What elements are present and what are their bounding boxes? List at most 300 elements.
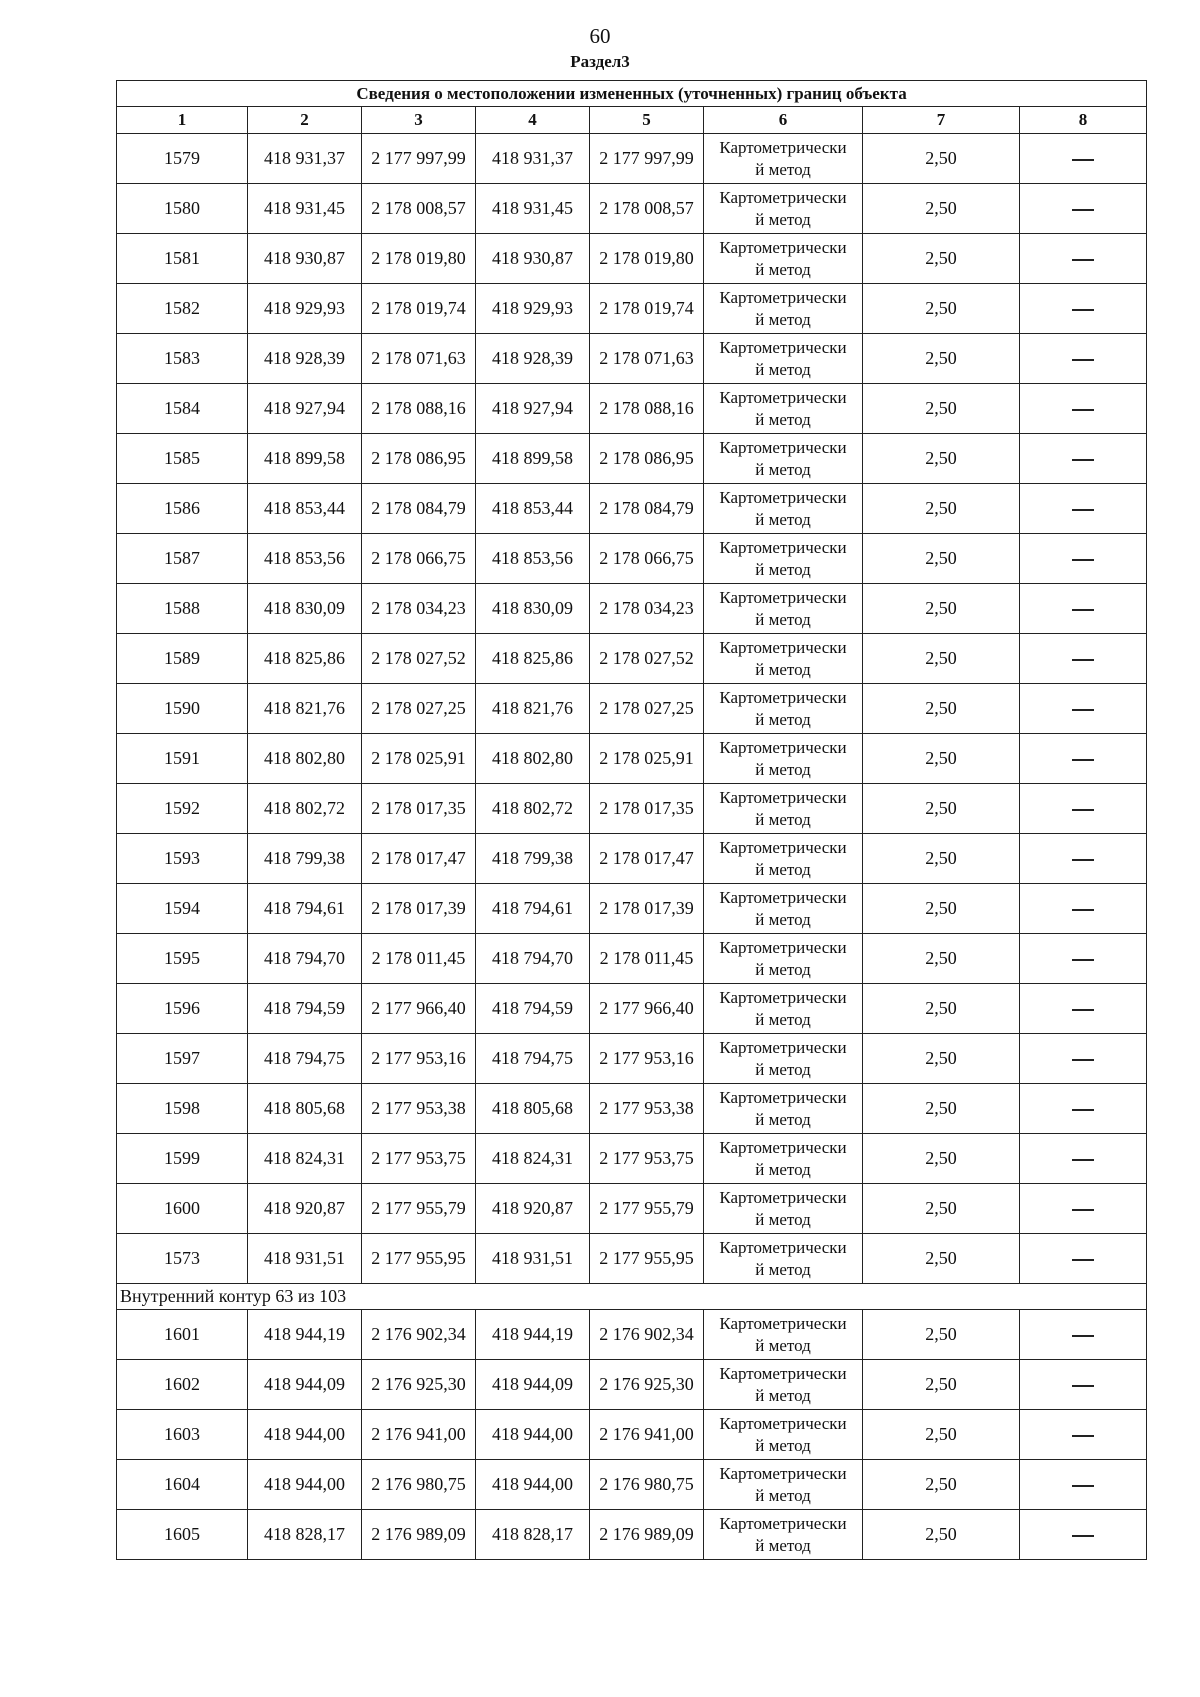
description-cell: [1020, 234, 1147, 284]
table-row: [117, 434, 1147, 484]
method-cell: [704, 1360, 863, 1410]
description-cell: [1020, 534, 1147, 584]
description-cell: [1020, 1034, 1147, 1084]
x-coordinate-new-cell: 418 821,76: [476, 684, 590, 734]
y-coordinate-new-cell: 2 178 088,16: [590, 384, 704, 434]
y-coordinate-cell: 2 178 027,25: [362, 684, 476, 734]
description-cell: [1020, 934, 1147, 984]
x-coordinate-cell: 418 802,80: [248, 734, 362, 784]
column-number: 7: [863, 107, 1020, 134]
x-coordinate-new-cell: 418 931,51: [476, 1234, 590, 1284]
dash-mark: [1072, 209, 1094, 211]
method-cell: [704, 684, 863, 734]
x-coordinate-cell: 418 830,09: [248, 584, 362, 634]
y-coordinate-cell: 2 177 966,40: [362, 984, 476, 1034]
point-number-cell: 1602: [117, 1360, 248, 1410]
dash-mark: [1072, 609, 1094, 611]
y-coordinate-cell: 2 177 955,95: [362, 1234, 476, 1284]
y-coordinate-new-cell: 2 178 086,95: [590, 434, 704, 484]
method-cell: [704, 834, 863, 884]
method-line-1: Картометрически: [719, 787, 847, 807]
dash-mark: [1072, 1335, 1094, 1337]
y-coordinate-new-cell: 2 178 019,74: [590, 284, 704, 334]
method-cell: [704, 334, 863, 384]
method-cell: [704, 984, 863, 1034]
method-line-1: Картометрически: [719, 587, 847, 607]
x-coordinate-new-cell: 418 805,68: [476, 1084, 590, 1134]
method-line-1: Картометрически: [719, 987, 847, 1007]
x-coordinate-new-cell: 418 802,72: [476, 784, 590, 834]
dash-mark: [1072, 409, 1094, 411]
x-coordinate-cell: 418 853,44: [248, 484, 362, 534]
method-line-2: й метод: [755, 1159, 811, 1179]
x-coordinate-cell: 418 927,94: [248, 384, 362, 434]
accuracy-cell: 2,50: [863, 434, 1020, 484]
table-row: [117, 384, 1147, 434]
x-coordinate-cell: 418 825,86: [248, 634, 362, 684]
method-line-1: Картометрически: [719, 837, 847, 857]
x-coordinate-cell: 418 802,72: [248, 784, 362, 834]
y-coordinate-new-cell: 2 178 027,25: [590, 684, 704, 734]
table-row: [117, 1460, 1147, 1510]
method-line-1: Картометрически: [719, 1137, 847, 1157]
description-cell: [1020, 984, 1147, 1034]
dash-mark: [1072, 709, 1094, 711]
point-number-cell: 1587: [117, 534, 248, 584]
method-line-2: й метод: [755, 959, 811, 979]
method-cell: [704, 284, 863, 334]
y-coordinate-new-cell: 2 176 925,30: [590, 1360, 704, 1410]
method-line-1: Картометрически: [719, 737, 847, 757]
accuracy-cell: 2,50: [863, 484, 1020, 534]
y-coordinate-new-cell: 2 178 008,57: [590, 184, 704, 234]
method-line-2: й метод: [755, 1335, 811, 1355]
method-cell: [704, 1134, 863, 1184]
y-coordinate-cell: 2 178 017,39: [362, 884, 476, 934]
x-coordinate-cell: 418 930,87: [248, 234, 362, 284]
dash-mark: [1072, 659, 1094, 661]
method-line-1: Картометрически: [719, 1463, 847, 1483]
x-coordinate-new-cell: 418 794,61: [476, 884, 590, 934]
method-cell: [704, 884, 863, 934]
point-number-cell: 1600: [117, 1184, 248, 1234]
y-coordinate-new-cell: 2 177 953,16: [590, 1034, 704, 1084]
table-row: [117, 1510, 1147, 1560]
x-coordinate-new-cell: 418 944,00: [476, 1410, 590, 1460]
method-cell: [704, 1310, 863, 1360]
y-coordinate-cell: 2 178 025,91: [362, 734, 476, 784]
method-line-2: й метод: [755, 1259, 811, 1279]
method-line-2: й метод: [755, 1059, 811, 1079]
method-line-2: й метод: [755, 259, 811, 279]
method-line-1: Картометрически: [719, 187, 847, 207]
method-cell: [704, 1460, 863, 1510]
table-row: [117, 734, 1147, 784]
point-number-cell: 1595: [117, 934, 248, 984]
description-cell: [1020, 184, 1147, 234]
y-coordinate-cell: 2 177 997,99: [362, 134, 476, 184]
dash-mark: [1072, 159, 1094, 161]
dash-mark: [1072, 1109, 1094, 1111]
method-line-2: й метод: [755, 1435, 811, 1455]
column-number: 1: [117, 107, 248, 134]
description-cell: [1020, 334, 1147, 384]
table-row: [117, 584, 1147, 634]
method-line-2: й метод: [755, 1009, 811, 1029]
table-row: [117, 1084, 1147, 1134]
y-coordinate-cell: 2 176 980,75: [362, 1460, 476, 1510]
column-number: 5: [590, 107, 704, 134]
description-cell: [1020, 1184, 1147, 1234]
method-cell: [704, 434, 863, 484]
method-line-1: Картометрически: [719, 1187, 847, 1207]
y-coordinate-cell: 2 176 941,00: [362, 1410, 476, 1460]
accuracy-cell: 2,50: [863, 834, 1020, 884]
dash-mark: [1072, 259, 1094, 261]
table-row: [117, 934, 1147, 984]
x-coordinate-new-cell: 418 824,31: [476, 1134, 590, 1184]
method-line-1: Картометрически: [719, 1413, 847, 1433]
section-title: Раздел3: [570, 52, 630, 71]
description-cell: [1020, 1460, 1147, 1510]
x-coordinate-cell: 418 821,76: [248, 684, 362, 734]
x-coordinate-new-cell: 418 928,39: [476, 334, 590, 384]
method-line-2: й метод: [755, 709, 811, 729]
column-number: 2: [248, 107, 362, 134]
accuracy-cell: 2,50: [863, 684, 1020, 734]
dash-mark: [1072, 909, 1094, 911]
y-coordinate-new-cell: 2 178 017,47: [590, 834, 704, 884]
description-cell: [1020, 1410, 1147, 1460]
y-coordinate-cell: 2 177 955,79: [362, 1184, 476, 1234]
method-line-1: Картометрически: [719, 1087, 847, 1107]
table-row: [117, 684, 1147, 734]
method-line-2: й метод: [755, 759, 811, 779]
method-cell: [704, 934, 863, 984]
description-cell: [1020, 1084, 1147, 1134]
y-coordinate-cell: 2 178 008,57: [362, 184, 476, 234]
method-line-1: Картометрически: [719, 1313, 847, 1333]
point-number-cell: 1581: [117, 234, 248, 284]
method-line-1: Картометрически: [719, 337, 847, 357]
method-line-2: й метод: [755, 209, 811, 229]
x-coordinate-new-cell: 418 794,75: [476, 1034, 590, 1084]
y-coordinate-cell: 2 176 902,34: [362, 1310, 476, 1360]
method-line-2: й метод: [755, 859, 811, 879]
table-row: [117, 984, 1147, 1034]
table-row: [117, 1410, 1147, 1460]
description-cell: [1020, 384, 1147, 434]
table-row: [117, 1310, 1147, 1360]
method-line-1: Картометрически: [719, 487, 847, 507]
x-coordinate-cell: 418 794,70: [248, 934, 362, 984]
y-coordinate-cell: 2 177 953,16: [362, 1034, 476, 1084]
accuracy-cell: 2,50: [863, 1410, 1020, 1460]
table-row: [117, 1034, 1147, 1084]
method-cell: [704, 1034, 863, 1084]
accuracy-cell: 2,50: [863, 1234, 1020, 1284]
x-coordinate-cell: 418 928,39: [248, 334, 362, 384]
table-row: [117, 484, 1147, 534]
x-coordinate-new-cell: 418 853,56: [476, 534, 590, 584]
dash-mark: [1072, 509, 1094, 511]
table-row: [117, 234, 1147, 284]
point-number-cell: 1593: [117, 834, 248, 884]
column-number: 3: [362, 107, 476, 134]
point-number-cell: 1585: [117, 434, 248, 484]
method-line-1: Картометрически: [719, 887, 847, 907]
y-coordinate-new-cell: 2 177 997,99: [590, 134, 704, 184]
table-row: [117, 634, 1147, 684]
method-line-2: й метод: [755, 809, 811, 829]
description-cell: [1020, 134, 1147, 184]
description-cell: [1020, 1310, 1147, 1360]
accuracy-cell: 2,50: [863, 1034, 1020, 1084]
method-line-2: й метод: [755, 559, 811, 579]
method-cell: [704, 1510, 863, 1560]
y-coordinate-new-cell: 2 178 017,35: [590, 784, 704, 834]
column-number: 6: [704, 107, 863, 134]
description-cell: [1020, 1234, 1147, 1284]
column-number: 8: [1020, 107, 1147, 134]
x-coordinate-new-cell: 418 944,00: [476, 1460, 590, 1510]
y-coordinate-cell: 2 176 989,09: [362, 1510, 476, 1560]
x-coordinate-new-cell: 418 944,19: [476, 1310, 590, 1360]
dash-mark: [1072, 1435, 1094, 1437]
accuracy-cell: 2,50: [863, 534, 1020, 584]
method-line-2: й метод: [755, 1535, 811, 1555]
point-number-cell: 1586: [117, 484, 248, 534]
x-coordinate-new-cell: 418 825,86: [476, 634, 590, 684]
y-coordinate-cell: 2 178 071,63: [362, 334, 476, 384]
rows-section-a: [117, 134, 1147, 1284]
method-line-1: Картометрически: [719, 437, 847, 457]
y-coordinate-new-cell: 2 176 980,75: [590, 1460, 704, 1510]
x-coordinate-new-cell: 418 828,17: [476, 1510, 590, 1560]
x-coordinate-cell: 418 824,31: [248, 1134, 362, 1184]
dash-mark: [1072, 459, 1094, 461]
accuracy-cell: 2,50: [863, 884, 1020, 934]
method-line-2: й метод: [755, 1385, 811, 1405]
y-coordinate-cell: 2 178 019,80: [362, 234, 476, 284]
method-line-2: й метод: [755, 159, 811, 179]
method-line-1: Картометрически: [719, 637, 847, 657]
method-line-2: й метод: [755, 909, 811, 929]
x-coordinate-new-cell: 418 794,59: [476, 984, 590, 1034]
method-line-1: Картометрически: [719, 237, 847, 257]
description-cell: [1020, 584, 1147, 634]
method-cell: [704, 234, 863, 284]
column-number: 4: [476, 107, 590, 134]
point-number-cell: 1603: [117, 1410, 248, 1460]
x-coordinate-new-cell: 418 927,94: [476, 384, 590, 434]
x-coordinate-cell: 418 929,93: [248, 284, 362, 334]
y-coordinate-cell: 2 178 027,52: [362, 634, 476, 684]
point-number-cell: 1597: [117, 1034, 248, 1084]
y-coordinate-new-cell: 2 178 071,63: [590, 334, 704, 384]
x-coordinate-cell: 418 944,00: [248, 1410, 362, 1460]
accuracy-cell: 2,50: [863, 1360, 1020, 1410]
y-coordinate-new-cell: 2 176 989,09: [590, 1510, 704, 1560]
method-line-1: Картометрически: [719, 387, 847, 407]
x-coordinate-cell: 418 853,56: [248, 534, 362, 584]
method-line-2: й метод: [755, 359, 811, 379]
x-coordinate-new-cell: 418 931,37: [476, 134, 590, 184]
accuracy-cell: 2,50: [863, 1184, 1020, 1234]
x-coordinate-new-cell: 418 899,58: [476, 434, 590, 484]
y-coordinate-cell: 2 178 084,79: [362, 484, 476, 534]
y-coordinate-new-cell: 2 178 025,91: [590, 734, 704, 784]
table-row: [117, 884, 1147, 934]
table-row: [117, 1234, 1147, 1284]
description-cell: [1020, 734, 1147, 784]
table-row: [117, 184, 1147, 234]
accuracy-cell: 2,50: [863, 284, 1020, 334]
table-row: [117, 334, 1147, 384]
dash-mark: [1072, 859, 1094, 861]
y-coordinate-new-cell: 2 177 955,95: [590, 1234, 704, 1284]
point-number-cell: 1579: [117, 134, 248, 184]
accuracy-cell: 2,50: [863, 384, 1020, 434]
method-cell: [704, 1234, 863, 1284]
accuracy-cell: 2,50: [863, 1134, 1020, 1184]
rows-section-b: [117, 1310, 1147, 1560]
x-coordinate-new-cell: 418 830,09: [476, 584, 590, 634]
method-cell: [704, 734, 863, 784]
dash-mark: [1072, 1209, 1094, 1211]
accuracy-cell: 2,50: [863, 184, 1020, 234]
y-coordinate-new-cell: 2 178 066,75: [590, 534, 704, 584]
method-line-1: Картометрически: [719, 1363, 847, 1383]
dash-mark: [1072, 959, 1094, 961]
point-number-cell: 1596: [117, 984, 248, 1034]
method-line-2: й метод: [755, 609, 811, 629]
y-coordinate-cell: 2 177 953,75: [362, 1134, 476, 1184]
method-line-1: Картометрически: [719, 287, 847, 307]
x-coordinate-new-cell: 418 799,38: [476, 834, 590, 884]
method-line-1: Картометрически: [719, 137, 847, 157]
dash-mark: [1072, 1159, 1094, 1161]
x-coordinate-new-cell: 418 931,45: [476, 184, 590, 234]
x-coordinate-cell: 418 944,00: [248, 1460, 362, 1510]
method-line-2: й метод: [755, 1109, 811, 1129]
accuracy-cell: 2,50: [863, 984, 1020, 1034]
dash-mark: [1072, 809, 1094, 811]
table-row: [117, 134, 1147, 184]
column-number-row: [117, 107, 1147, 134]
accuracy-cell: 2,50: [863, 1460, 1020, 1510]
description-cell: [1020, 434, 1147, 484]
table-row: [117, 1184, 1147, 1234]
point-number-cell: 1601: [117, 1310, 248, 1360]
dash-mark: [1072, 1009, 1094, 1011]
y-coordinate-new-cell: 2 177 953,75: [590, 1134, 704, 1184]
point-number-cell: 1589: [117, 634, 248, 684]
y-coordinate-new-cell: 2 177 955,79: [590, 1184, 704, 1234]
y-coordinate-new-cell: 2 178 011,45: [590, 934, 704, 984]
method-cell: [704, 534, 863, 584]
y-coordinate-cell: 2 178 088,16: [362, 384, 476, 434]
method-line-2: й метод: [755, 659, 811, 679]
dash-mark: [1072, 559, 1094, 561]
method-cell: [704, 584, 863, 634]
table-row: [117, 534, 1147, 584]
boundary-coordinates-table: [116, 80, 1147, 1560]
dash-mark: [1072, 1059, 1094, 1061]
x-coordinate-new-cell: 418 944,09: [476, 1360, 590, 1410]
y-coordinate-cell: 2 176 925,30: [362, 1360, 476, 1410]
point-number-cell: 1605: [117, 1510, 248, 1560]
method-line-1: Картометрически: [719, 1513, 847, 1533]
table-row: [117, 834, 1147, 884]
x-coordinate-cell: 418 794,75: [248, 1034, 362, 1084]
x-coordinate-cell: 418 931,37: [248, 134, 362, 184]
description-cell: [1020, 1134, 1147, 1184]
x-coordinate-cell: 418 920,87: [248, 1184, 362, 1234]
method-cell: [704, 384, 863, 434]
x-coordinate-cell: 418 799,38: [248, 834, 362, 884]
method-cell: [704, 634, 863, 684]
dash-mark: [1072, 1385, 1094, 1387]
method-line-2: й метод: [755, 509, 811, 529]
description-cell: [1020, 634, 1147, 684]
method-line-1: Картометрически: [719, 687, 847, 707]
dash-mark: [1072, 359, 1094, 361]
y-coordinate-new-cell: 2 176 902,34: [590, 1310, 704, 1360]
y-coordinate-cell: 2 178 019,74: [362, 284, 476, 334]
table-row: [117, 1134, 1147, 1184]
y-coordinate-new-cell: 2 178 019,80: [590, 234, 704, 284]
description-cell: [1020, 1510, 1147, 1560]
method-cell: [704, 184, 863, 234]
point-number-cell: 1594: [117, 884, 248, 934]
description-cell: [1020, 1360, 1147, 1410]
x-coordinate-cell: 418 944,19: [248, 1310, 362, 1360]
y-coordinate-new-cell: 2 178 027,52: [590, 634, 704, 684]
x-coordinate-cell: 418 931,51: [248, 1234, 362, 1284]
table-row: [117, 284, 1147, 334]
page-number: 60: [589, 24, 611, 48]
description-cell: [1020, 484, 1147, 534]
method-cell: [704, 484, 863, 534]
x-coordinate-cell: 418 931,45: [248, 184, 362, 234]
y-coordinate-cell: 2 178 034,23: [362, 584, 476, 634]
method-line-1: Картометрически: [719, 1237, 847, 1257]
description-cell: [1020, 834, 1147, 884]
y-coordinate-new-cell: 2 177 953,38: [590, 1084, 704, 1134]
method-line-2: й метод: [755, 1209, 811, 1229]
accuracy-cell: 2,50: [863, 334, 1020, 384]
point-number-cell: 1592: [117, 784, 248, 834]
accuracy-cell: 2,50: [863, 634, 1020, 684]
accuracy-cell: 2,50: [863, 784, 1020, 834]
x-coordinate-cell: 418 828,17: [248, 1510, 362, 1560]
dash-mark: [1072, 759, 1094, 761]
x-coordinate-cell: 418 899,58: [248, 434, 362, 484]
method-cell: [704, 134, 863, 184]
point-number-cell: 1580: [117, 184, 248, 234]
y-coordinate-cell: 2 178 086,95: [362, 434, 476, 484]
method-line-1: Картометрически: [719, 537, 847, 557]
method-cell: [704, 784, 863, 834]
x-coordinate-cell: 418 944,09: [248, 1360, 362, 1410]
accuracy-cell: 2,50: [863, 734, 1020, 784]
description-cell: [1020, 884, 1147, 934]
table-caption: Сведения о местоположении измененных (уточненных) границ объекта: [117, 81, 1147, 107]
y-coordinate-cell: 2 178 017,35: [362, 784, 476, 834]
dash-mark: [1072, 309, 1094, 311]
method-cell: [704, 1410, 863, 1460]
